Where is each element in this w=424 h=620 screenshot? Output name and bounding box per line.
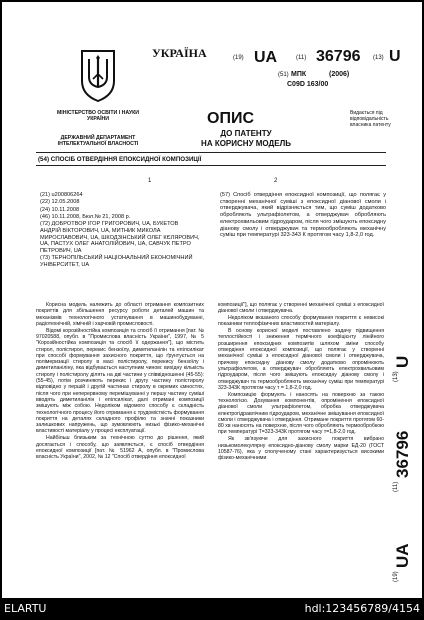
coat-of-arms-icon bbox=[78, 47, 118, 103]
side-inid-11: (11) bbox=[393, 481, 399, 492]
side-inid-13: (13) bbox=[393, 371, 399, 382]
country-name: УКРАЇНА bbox=[152, 46, 207, 60]
inid-51: (51) bbox=[278, 72, 289, 78]
responsibility-note: Видається під відповідальність власника патенту bbox=[350, 110, 391, 128]
ipc-class: C09D 163/00 bbox=[287, 81, 329, 88]
inid-19: (19) bbox=[233, 55, 244, 61]
invention-title: (54) СПОСІБ ОТВЕРДІННЯ ЕПОКСИДНОЇ КОМПОЗИЦІЇ bbox=[38, 156, 202, 163]
footer-handle: hdl:123456789/4154 bbox=[304, 602, 420, 615]
bibliographic-data bbox=[40, 192, 200, 269]
paragraph: Корисна модель належить до області отримання композитних покриттів для збільшення ресурсу роботи деталей машин та механізмів технологічного устаткування в машинобудуванні, радіотехнічній, хімічній і харчовій промисловості. bbox=[36, 302, 204, 327]
divider-bottom bbox=[36, 165, 386, 166]
department-name: ДЕРЖАВНИЙ ДЕПАРТАМЕНТ ІНТЕЛЕКТУАЛЬНОЇ ВЛАСНОСТІ bbox=[57, 135, 139, 148]
description-left-column bbox=[36, 302, 204, 461]
ipc-year: (2006) bbox=[329, 71, 350, 78]
paragraph: Найбільш близьким за технічною суттю до рішення, який досягається і способу, що заявляється, є спосіб отвердіння епоксидної композиції [пат. № 51962 A, опубл. в "Промислова власність України", 2002, № 12 "Спосіб отвердіння епоксидної bbox=[36, 435, 204, 461]
side-patent-id bbox=[393, 332, 419, 582]
biblio-24: (24) 10.11.2008 bbox=[40, 206, 80, 213]
ipc-label: МПК bbox=[291, 71, 307, 78]
column-number-1: 1 bbox=[148, 178, 152, 184]
footer-source: ELARTU bbox=[4, 602, 47, 615]
description-right-column bbox=[218, 302, 384, 462]
country-code: UA bbox=[254, 49, 278, 66]
paragraph: композиції"], що полягає у створенні механічної суміші з епоксидної діанової смоли і отверджувача. bbox=[218, 302, 384, 315]
biblio-72-inventors: (72) ДОБРОТВОР ІГОР ГРИГОРОВИЧ, UA, БУКЕТОВ АНДРІЙ ВІКТОРОВИЧ, UA, МИТНИК МИКОЛА МИРОСЛАВОВИЧ, UA, ШКОДЗІНСЬКИЙ ОЛЕГ КЄЛЯРОВИЧ, UA, ПАСТУХ ОЛЕГ АНАТОЛІЙОВИЧ, UA, САВЧУК ПЕТРО ПЕТРОВИЧ, UA bbox=[40, 221, 200, 254]
kind-code: U bbox=[389, 48, 401, 65]
document-subtitle-2: НА КОРИСНУ МОДЕЛЬ bbox=[201, 139, 291, 148]
ministry-name: МІНІСТЕРСТВО ОСВІТИ І НАУКИ УКРАЇНИ bbox=[56, 110, 139, 123]
paragraph: Композицію формують і наносять на поверхню за такою технологією. Дозування компонентів, опромінення епоксидної діанової смоли ультрафіолетом, обробка отверджувача електрогідравлічним гідроударом, механічне змішування епоксидної смоли і отверджувача і отвердіння. Отримане покриття протягом 60-80 хв наносять на поверхню, після чого обробляють термообробкою при температурі Т=323-343К протягом часу т=1,8-2,0 год. bbox=[218, 391, 384, 436]
biblio-46: (46) 10.11.2008, Бюл.№ 21, 2008 р. bbox=[40, 213, 131, 220]
patent-number: 36796 bbox=[316, 48, 361, 65]
biblio-21: (21) u200806264 bbox=[40, 192, 83, 198]
inid-13: (13) bbox=[373, 55, 384, 61]
document-title: ОПИС bbox=[207, 110, 254, 127]
abstract-claim: (57) Спосіб отвердіння епоксидної композиції, що полягає у створенні механічної суміші з епоксидної діанової смоли і отверджувача, який відрізняється тим, що суміш додатково обробляють ультрафіолетом, а отверджувач обробляють електрохвильовим гідроударом, після чого змішують епоксидну діанову смолу і отверджувач та термообробляють механічну суміш при температурі 323-343 К протягом часу 1,8-2,0 год. bbox=[220, 192, 386, 239]
side-patent-number: 36796 bbox=[393, 430, 412, 478]
paragraph: Як зв'язуюче для захисного покриття вибрано низькомолекулярну епоксидно-діанову смолу марки ЕД-20 (ГОСТ 10587-76), яка у сполученому стані характеризується високими фізико-механічними bbox=[218, 436, 384, 462]
inid-11: (11) bbox=[296, 55, 307, 61]
biblio-73-owner: (73) ТЕРНОПІЛЬСЬКИЙ НАЦІОНАЛЬНИЙ ЕКОНОМІЧНИЙ УНІВЕРСИТЕТ, UA bbox=[40, 255, 193, 268]
document-subtitle-1: ДО ПАТЕНТУ bbox=[220, 129, 272, 138]
paragraph: Відомі корозійностійка композиція та спосіб її отримання [пат. № 97020588, опубл. в "Промисловa власність України", 1997, № 5 "Корозійностійка композиція та спосіб її одержання"], що містить стирол, полістирол, перекис бензоїлу, диметиланілін та епілсилікат при способі формування захисного покриття, що ґрунтується на полімеризації стиролу в масі полістиролу, перекису бензоїлу і диметиланіліну, яка відбувається наступним чином: вихідну кількість стиролу і полістиролу ділять на дві частини у співвідношенні (45-55):(55-45), потім розчиняють перекис і другу частину полістиролу відповідно у першій і другій частинах стиролу в окремих ємностях, після чого при неперервному перемішуванні у першу частину суміші вводять диметиланілін і епілсилікат, далі отримані композиції змішують між собою. Недоліком відомого способу є складність технологічного процесу його отримання є трудомісткість формування покриття на деталях складного профілю та значні показники залишкових напружень, що зумовлюють низькі фізико-механічні властивості матеріалу у процесі експлуатації. bbox=[36, 327, 204, 435]
column-number-2: 2 bbox=[274, 178, 278, 184]
side-kind-code: U bbox=[393, 355, 412, 368]
paragraph: Недоліком вказаного способу формування покриття є невисокі показники теплофізичних властивостей матеріалу. bbox=[218, 315, 384, 328]
side-country-code: UA bbox=[393, 543, 412, 568]
biblio-22: (22) 12.05.2008 bbox=[40, 199, 80, 206]
paragraph: В основу корисної моделі поставлено задачу підвищення теплостійкості і зниження термічного коефіцієнту лінійного розширення епоксидних композитів шляхом зміни способу отвердіння епоксидної композиції, що полягає у створенні механічної суміші з епоксидної діанової смоли і отверджувача, причому епоксидну діанову смолу додатково опромінюють ультрафіолетом, а отверджувач обробляють електрохвильовим гідроударом, після чого змішують епоксидну діанову смолу і отверджувач та термообробляють механічну суміш при температурі 323-343К протягом часу т = 1,8-2,0 год. bbox=[218, 328, 384, 391]
patent-page bbox=[2, 2, 422, 598]
divider-top bbox=[36, 152, 386, 153]
side-inid-19: (19) bbox=[393, 571, 399, 582]
